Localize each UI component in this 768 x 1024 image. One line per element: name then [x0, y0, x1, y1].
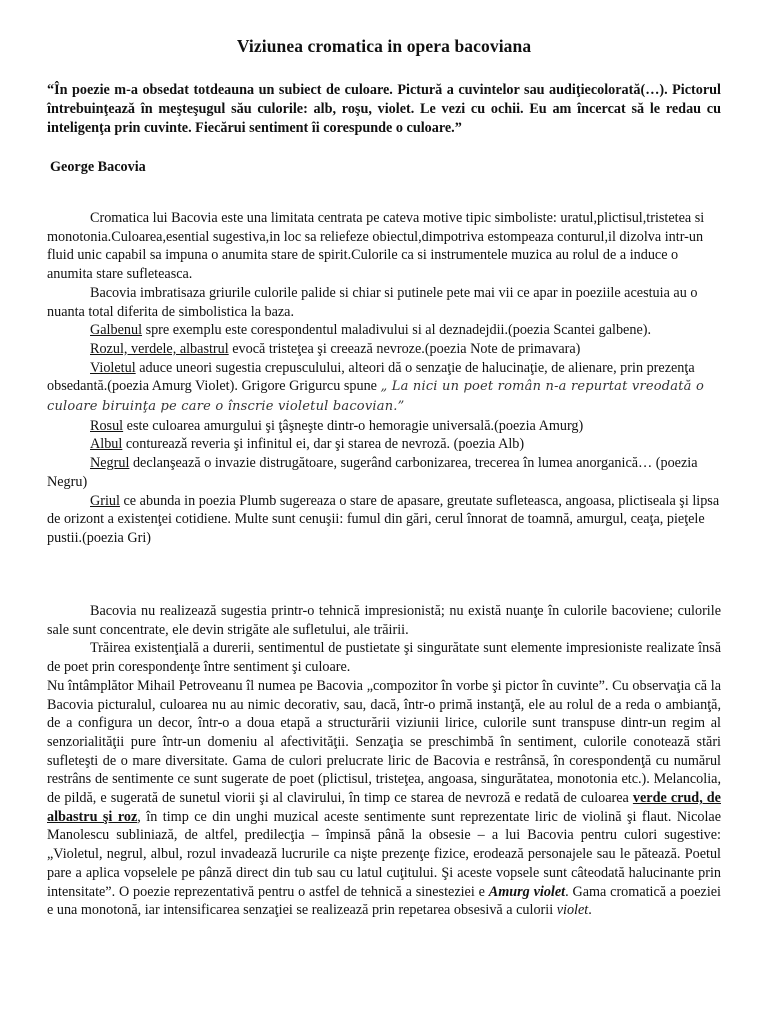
paragraph-albul [47, 435, 721, 454]
color-term-griul: Griul [90, 492, 120, 509]
document-title: Viziunea cromatica in opera bacoviana [236, 36, 532, 56]
petroveanu-text-d: . [588, 902, 592, 919]
paragraph-rozul [47, 340, 721, 359]
word-violet: violet [556, 902, 589, 919]
petroveanu-text-b: , în timp ce din unghi muzical aceste sentimente sunt reprezentate liric de violină şi flaut. Nicolae Manolescu subliniază, de altfel, predilecţia – împinsă până la obsesie – a lui Bacovia pentru culori sugestive: „Violetul, negrul, albul, rozul invadează lucrurile ca nişte prezenţe fizice, erodează personajele sau le pătează. Poetul pare a aplica vopselele pe pânză direct din tub sau cu latul cuţitului. Şi aceste vopsele sunt câteodată halucinante prin intensitate”. O poezie reprezentativă pentru o astfel de tehnică a sinesteziei e [47, 808, 721, 900]
paragraph-galbenul [47, 321, 721, 340]
color-term-violetul: Violetul [90, 359, 136, 376]
poem-title-amurg-violet: Amurg violet [488, 883, 566, 900]
section-color-motifs [47, 209, 721, 548]
rosul-text: este culoarea amurgului şi ţâşneşte dintr-o hemoragie universală.(poezia Amurg) [123, 417, 584, 434]
paragraph-negrul [47, 454, 721, 491]
paragraph-griuri: Bacovia imbratisaza griurile culorile palide si chiar si putinele pete mai vii ce apar in poeziile acestuia au o nuanta total diferita de simbolistica la baza. [47, 284, 698, 320]
albul-text: contureazǎ reveria şi infinitul ei, dar şi starea de nevroză. (poezia Alb) [122, 436, 525, 453]
griul-text: ce abunda in poezia Plumb sugereaza o stare de apasare, greutate sufleteasca, angoasa, plictiseala şi lipsa de orizont a existenţei cotidiene. Multe sunt cenuşii: fumul din gări, cerul înnorat de toamnă, amurgul, ceaţa, pieţele pustii.(poezia Gri) [47, 492, 720, 546]
paragraph-rosul [47, 417, 721, 436]
epigraph-author: George Bacovia [50, 159, 146, 175]
paragraph-petroveanu [47, 677, 721, 920]
petroveanu-text-a: Nu întâmplător Mihail Petroveanu îl numea pe Bacovia „compozitor în vorbe şi pictor în cuvinte”. Cu observaţia că la Bacovia picturalul, culoarea nu au nimic decorativ, sau, dacă, într-o primă instanţă, ele au rolul de a reda o ambianţă, de a configura un decor, într-o a doua etapă a structurării viziunii lirice, culorile sunt transpuse dintr-un regim al senzorialităţii pure într-un domeniu al afectivităţii. Senzaţia se preschimbă în sentiment, culorile conotează stări sufleteşti de o mare diversitate. Gama de culori prelucrate liric de Bacovia e restrânsă, în corespondenţă cu numărul restrâns de sentimente ce sunt sugerate de poet (plictisul, tristeţea, angoasa, singurătatea, monotonia etc.). Melancolia, de pildă, e sugerată de sunetul viorii şi al clavirului, în timp ce starea de nevroză e redată de culoarea [47, 677, 721, 807]
color-term-rozul: Rozul, verdele, albastrul [90, 340, 229, 357]
rozul-text: evocă tristeţea şi creează nevroze.(poezia Note de primavara) [228, 340, 581, 357]
color-term-galbenul: Galbenul [90, 322, 143, 339]
petroveanu-text-c: . Gama cromatică a poeziei e una monotonă, iar intensificarea senzaţiei se realizează prin repetarea obsesivă a culorii [47, 883, 721, 919]
grigurcu-quote: „ La nici un poet român n-a repurtat vreodată o culoare biruinţa pe care o înscrie violetul bacovian.” [47, 379, 704, 415]
paragraph-violetul [47, 359, 721, 417]
paragraph-intro: Cromatica lui Bacovia este una limitata centrata pe cateva motive tipic simboliste: uratul,plictisul,tristetea si monotonia.Culoarea,esential sugestiva,in loc sa reliefeze obiectul,dimpotriva estompeaza conturul,il dizolva intr-un fluid unic capabil sa impuna o anumita stare de spirit.Culorile ca si instrumentele muzica au rolul de a induce o anumita stare sufleteasca. [47, 210, 705, 283]
epigraph-quote: “În poezie m-a obsedat totdeauna un subiect de culoare. Pictură a cuvintelor sau audiţiecolorată(…). Pictorul întrebuinţează în meşteşugul său culorile: alb, roşu, violet. Le vezi cu ochii. Eu am încercat să le redau cu inteligenţa prin cuvinte. Fiecărui sentiment îi corespunde o culoare.” [47, 82, 721, 136]
galbenul-text: spre exemplu este corespondentul maladivului si al deznadejdii.(poezia Scantei galbene). [142, 322, 652, 339]
paragraph-impresionism: Bacovia nu realizează sugestia printr-o tehnică impresionistă; nu există nuanţe în culorile bacoviene; culorile sale sunt concentrate, ele devin strigăte ale sufletului, ale trăirii. [47, 603, 721, 638]
paragraph-trairea: Trăirea existenţială a durerii, sentimentul de pustietate şi singurătate sunt elemente impresioniste realizate însă de poet prin corespondenţe între sentiment şi culoare. [47, 640, 721, 676]
color-term-rosul: Rosul [90, 417, 124, 434]
color-term-negrul: Negrul [90, 455, 130, 472]
emphasis-colors: verde crud, de albastru şi roz [47, 790, 721, 825]
color-term-albul: Albul [90, 436, 123, 453]
violetul-text: aduce uneori sugestia crepusculului, alteori dă o senzaţie de halucinaţie, de alienare, prin prezenţa obsedantă.(poezia Amurg Violet). Grigore Grigurcu spune [47, 359, 695, 395]
section-sinestezie [47, 602, 721, 920]
paragraph-griul [47, 492, 721, 548]
negrul-text: declanşează o invazie distrugătoare, sugerând carbonizarea, trecerea în lumea anorganică… (poezia Negru) [47, 455, 698, 490]
